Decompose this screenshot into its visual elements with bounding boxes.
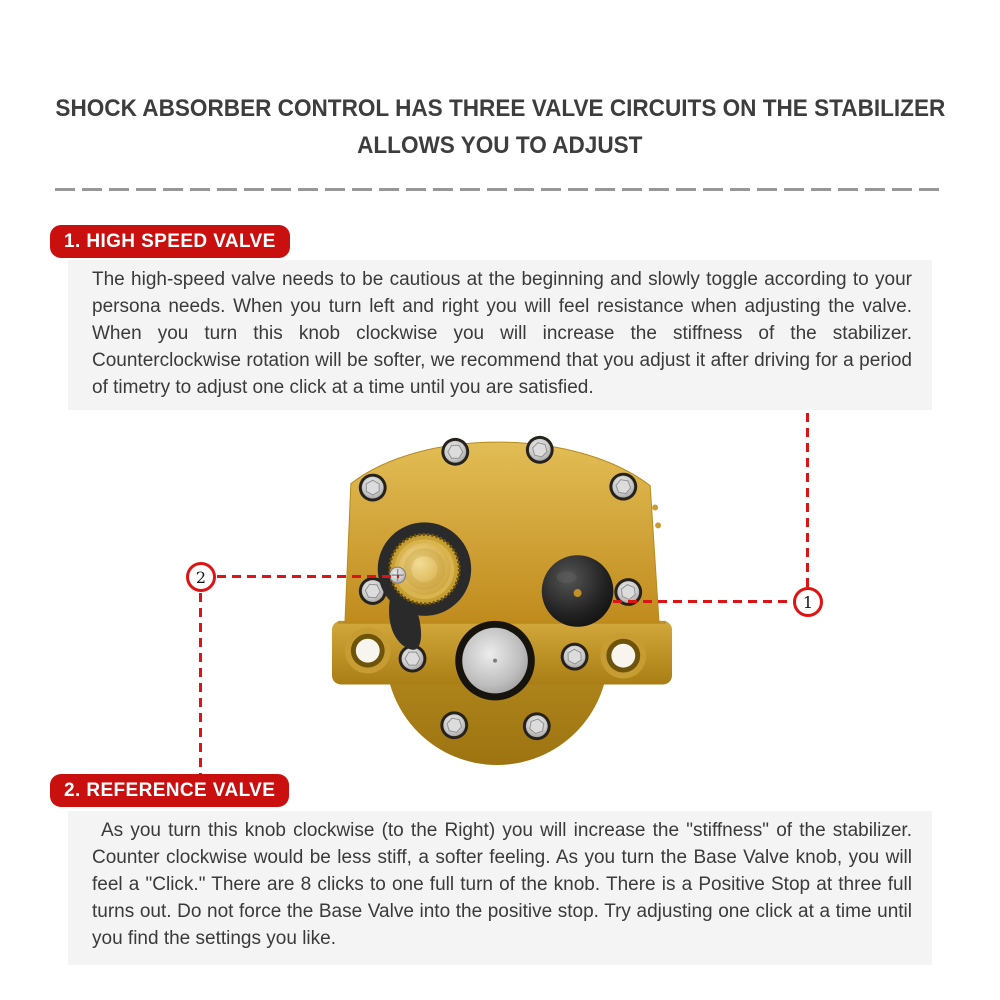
mounting-hole-right	[600, 633, 646, 679]
title-line-1: SHOCK ABSORBER CONTROL HAS THREE VALVE CIRCUITS ON THE STABILIZER	[55, 95, 945, 122]
mounting-hole-left	[345, 628, 391, 674]
piston-cap	[455, 621, 535, 701]
brass-pin	[652, 505, 658, 511]
title-line-2: ALLOWS YOU TO ADJUST	[357, 132, 643, 159]
dashed-separator-line	[55, 188, 945, 191]
high-speed-valve-description-text: The high-speed valve needs to be cautious at the beginning and slowly toggle according to your persona needs. When you turn left and right you will feel resistance when adjusting the valve. When you turn this knob clockwise you will increase the stiffness of the stabilizer. Counterclockwise rotation will be softer, we recommend that you adjust it after driving for a period of timetry to adjust one click at a time until you are satisfied.	[92, 269, 912, 398]
page-title	[0, 92, 1000, 166]
callout-1-vertical-line	[806, 413, 809, 589]
brass-pin	[655, 522, 661, 528]
high-speed-valve-knob	[542, 555, 614, 627]
product-image	[328, 420, 676, 768]
high-speed-valve-badge: 1. HIGH SPEED VALVE	[50, 225, 290, 258]
reference-valve-description-panel	[68, 811, 932, 965]
callout-circle-2: 2	[186, 562, 216, 592]
callout-1-horizontal-line	[613, 600, 793, 603]
reference-valve-badge: 2. REFERENCE VALVE	[50, 774, 289, 807]
callout-2-vertical-line	[199, 593, 202, 774]
reference-valve-description-text: As you turn this knob clockwise (to the Right) you will increase the "stiffness" of the stabilizer. Counter clockwise would be less stiff, a softer feeling. As you turn the Base Valve knob, you will feel a "Click." There are 8 clicks to one full turn of the knob. There is a Positive Stop at three full turns out. Do not force the Base Valve into the positive stop. Try adjusting one click at a time until you find the settings you like.	[92, 820, 912, 949]
callout-2-horizontal-line	[217, 575, 399, 578]
callout-circle-1: 1	[793, 587, 823, 617]
high-speed-valve-description-panel	[68, 260, 932, 410]
